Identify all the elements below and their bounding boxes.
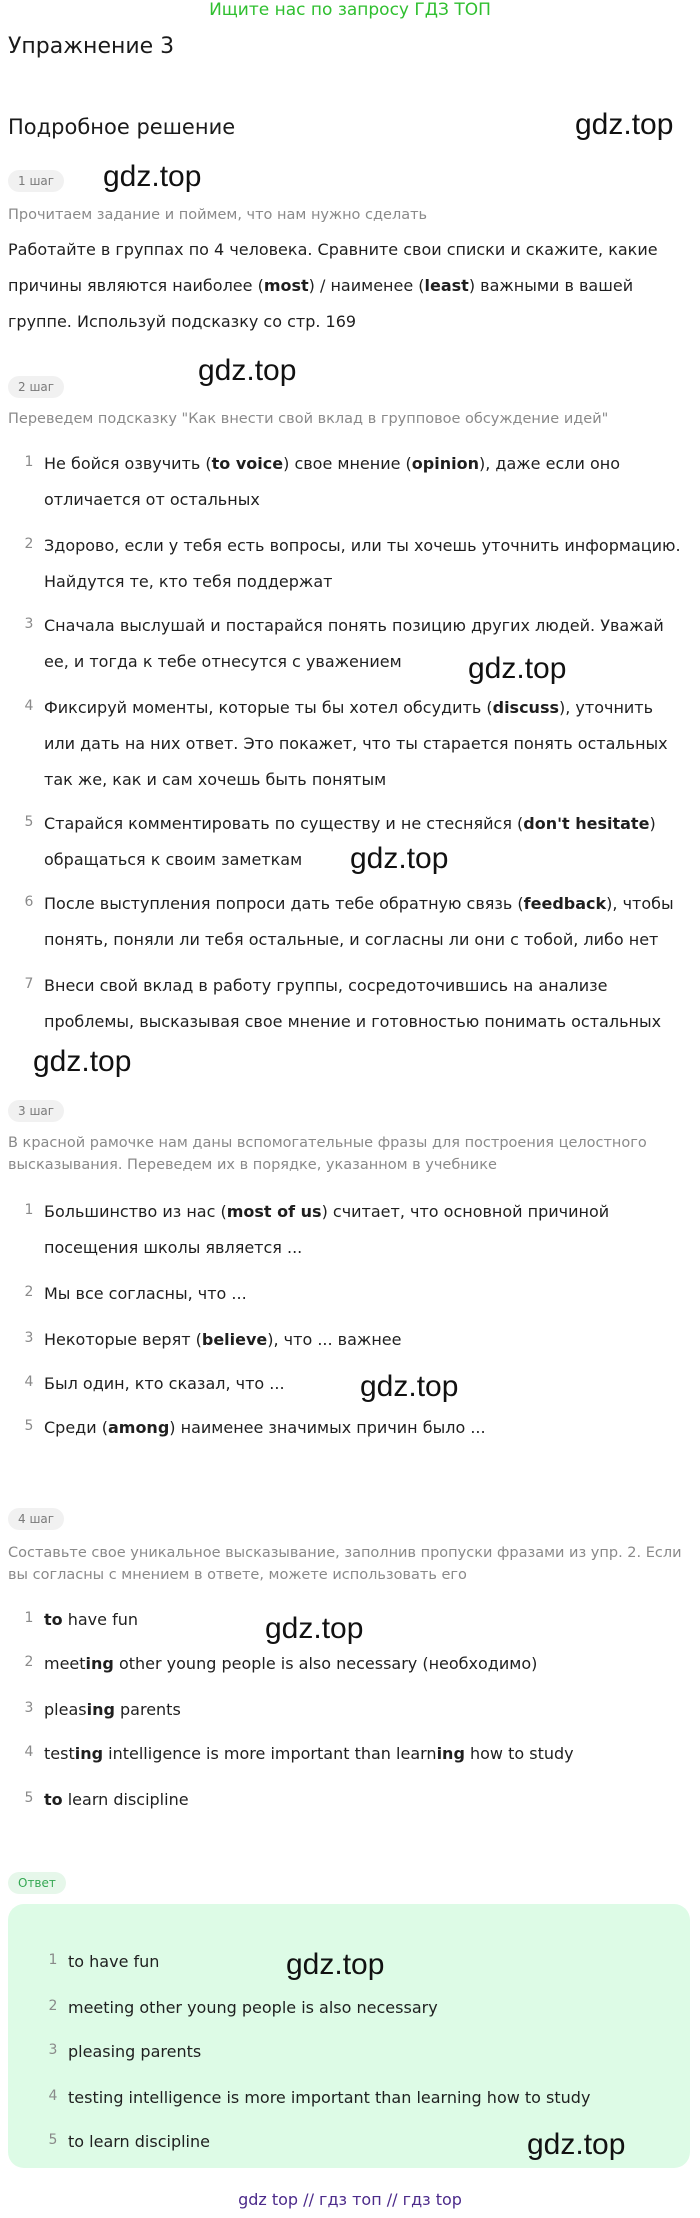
step-hint: Переведем подсказку "Как внести свой вклад в групповое обсуждение идей" (8, 411, 609, 427)
watermark: gdz.top (33, 1045, 132, 1078)
page-title: Упражнение 3 (8, 34, 175, 59)
answer-badge: Ответ (8, 1872, 66, 1894)
step-hint: В красной рамочке нам даны вспомогательные фразы для построения целостного высказывания. Переведем их в порядке, указанном в учебнике (8, 1135, 647, 1173)
step-hint: Прочитаем задание и поймем, что нам нужно сделать (8, 207, 428, 223)
footer-link[interactable]: гдз топ (319, 2190, 382, 2209)
watermark: gdz.top (360, 1370, 459, 1403)
watermark: gdz.top (575, 108, 674, 141)
footer-link[interactable]: gdz top (238, 2190, 299, 2209)
watermark: gdz.top (265, 1612, 364, 1645)
step-badge: 2 шаг (8, 376, 64, 398)
footer-separator: // (386, 2190, 398, 2209)
task-text: Работайте в группах по 4 человека. Сравните свои списки и скажите, какие причины являются наиболее (most) / наименее (least) важными в вашей группе. Используй подсказку со стр. 169 (8, 240, 658, 331)
watermark: gdz.top (103, 160, 202, 193)
watermark: gdz.top (198, 354, 297, 387)
footer-links (0, 2190, 700, 2209)
footer-link[interactable]: гдз top (402, 2190, 462, 2209)
step-badge: 1 шаг (8, 170, 64, 192)
watermark: gdz.top (468, 652, 567, 685)
watermark: gdz.top (527, 2128, 626, 2161)
top-search-link[interactable]: Ищите нас по запросу ГДЗ ТОП (209, 0, 491, 20)
step-badge: 4 шаг (8, 1508, 64, 1530)
step-hint: Составьте свое уникальное высказывание, заполнив пропуски фразами из упр. 2. Если вы согласны с мнением в ответе, можете использовать его (8, 1545, 682, 1583)
solution-title: Подробное решение (8, 115, 236, 139)
watermark: gdz.top (350, 842, 449, 875)
footer-separator: // (303, 2190, 314, 2209)
watermark: gdz.top (286, 1948, 385, 1981)
step-badge: 3 шаг (8, 1100, 64, 1122)
